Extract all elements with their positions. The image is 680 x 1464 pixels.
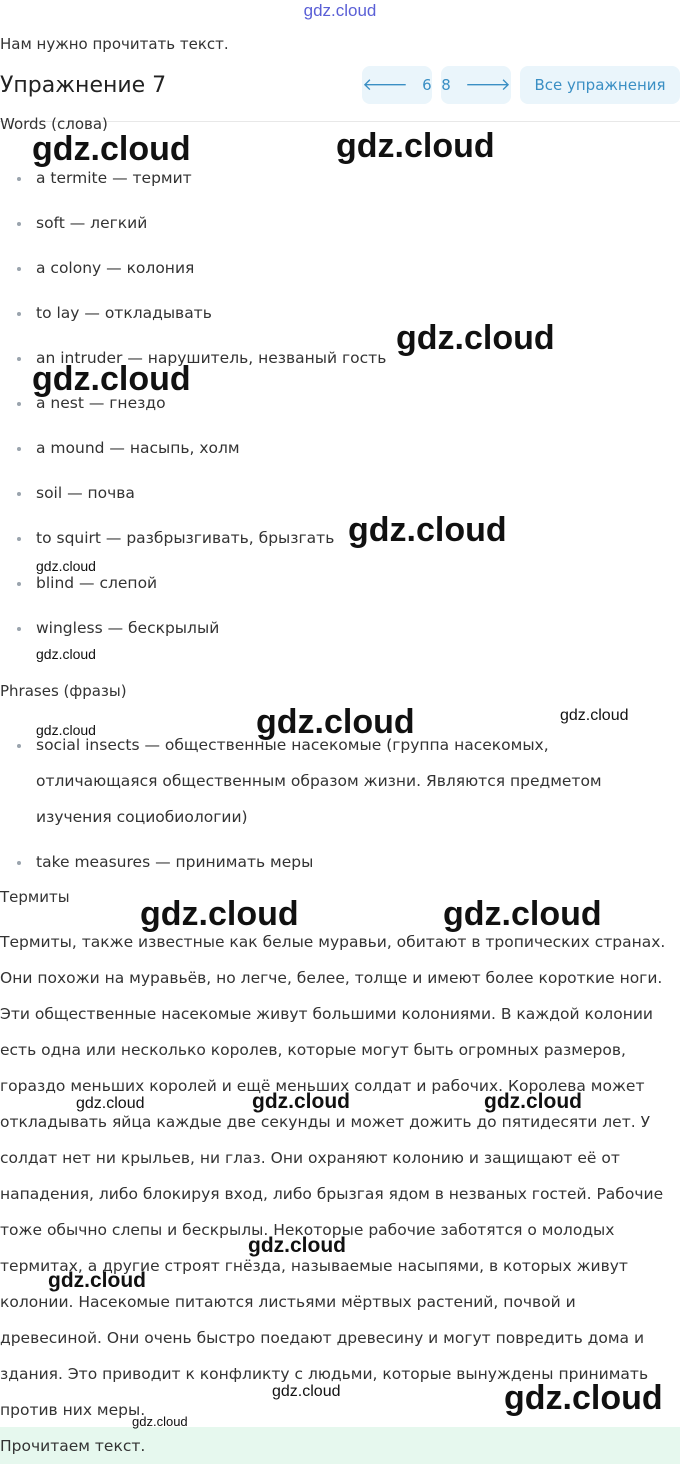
list-item: wingless — бескрылый [0,610,386,655]
list-item: a termite — термит [0,160,386,205]
words-heading: Words (слова) [0,115,108,133]
text-title: Термиты [0,888,70,906]
watermark: gdz.cloud [272,1383,341,1400]
list-item: a mound — насыпь, холм [0,430,386,475]
list-item: soft — легкий [0,205,386,250]
exercise-header [0,66,680,106]
page-title: Упражнение 7 [0,73,167,98]
watermark: gdz.cloud [484,1090,582,1113]
watermark: gdz.cloud [76,1095,145,1112]
intro-text: Нам нужно прочитать текст. [0,35,229,53]
arrow-right-icon: 🡒 [465,75,511,95]
watermark: gdz.cloud [504,1379,663,1417]
list-item: social insects — общественные насекомые (группа насекомых, отличающаяся общественным образом жизни. Являются предметом изучения социобиологии) [0,727,680,835]
watermark: gdz.cloud [256,703,415,741]
list-item: soil — почва [0,475,386,520]
watermark: gdz.cloud [252,1090,350,1113]
words-list [0,160,386,655]
watermark: gdz.cloud [560,707,629,724]
watermark: gdz.cloud [32,360,191,398]
watermark: gdz.cloud [48,1269,146,1292]
watermark: gdz.cloud [443,895,602,933]
all-exercises-button[interactable]: Все упражнения [520,66,680,104]
next-exercise-label: 8 [441,76,451,94]
watermark: gdz.cloud [140,895,299,933]
watermark: gdz.cloud [36,722,96,738]
answer-text: Прочитаем текст. [0,1437,146,1455]
phrases-list [0,727,680,880]
list-item: a colony — колония [0,250,386,295]
list-item: a nest — гнездо [0,385,386,430]
list-item: to squirt — разбрызгивать, брызгать [0,520,386,565]
answer-bar [0,1427,680,1464]
list-item: take measures — принимать меры [0,844,680,880]
list-item: to lay — откладывать [0,295,386,340]
site-logo[interactable]: gdz.cloud [303,1,377,20]
arrow-left-icon: 🡐 [362,75,408,95]
phrases-heading: Phrases (фразы) [0,682,127,700]
watermark: gdz.cloud [36,558,96,574]
list-item: blind — слепой [0,565,386,610]
watermark: gdz.cloud [32,130,191,168]
watermark: gdz.cloud [36,646,96,662]
watermark: gdz.cloud [336,127,495,165]
text-body: Термиты, также известные как белые муравьи, обитают в тропических странах. Они похожи на муравьёв, но легче, белее, толще и имеют более короткие ноги. Эти общественные насекомые живут большими колониями. В каждой колонии есть одна или несколько королев, которые могут быть огромных размеров, гораздо меньших королей и ещё меньших солдат и рабочих. Королева может откладывать яйца каждые две секунды и может дожить до пятидесяти лет. У солдат нет ни крыльев, ни глаз. Они охраняют колонию и защищают её от нападения, либо блокируя вход, либо брызгая ядом в незваных гостей. Рабочие тоже обычно слепы и бескрылы. Некоторые рабочие заботятся о молодых термитах, а другие строят гнёзда, называемые насыпями, в которых живут колонии. Насекомые питаются листьями мёртвых растений, почвой и древесиной. Они очень быстро поедают древесину и могут повредить дома и здания. Это приводит к конфликту с людьми, которые вынуждены принимать против них меры. [0,933,666,1419]
watermark: gdz.cloud [396,319,555,357]
prev-exercise-label: 6 [422,76,432,94]
list-item: an intruder — нарушитель, незваный гость [0,340,386,385]
prev-exercise-button[interactable] [362,66,432,104]
watermark: gdz.cloud [132,1414,188,1429]
watermark: gdz.cloud [348,511,507,549]
watermark: gdz.cloud [248,1234,346,1257]
next-exercise-button[interactable] [441,66,511,104]
